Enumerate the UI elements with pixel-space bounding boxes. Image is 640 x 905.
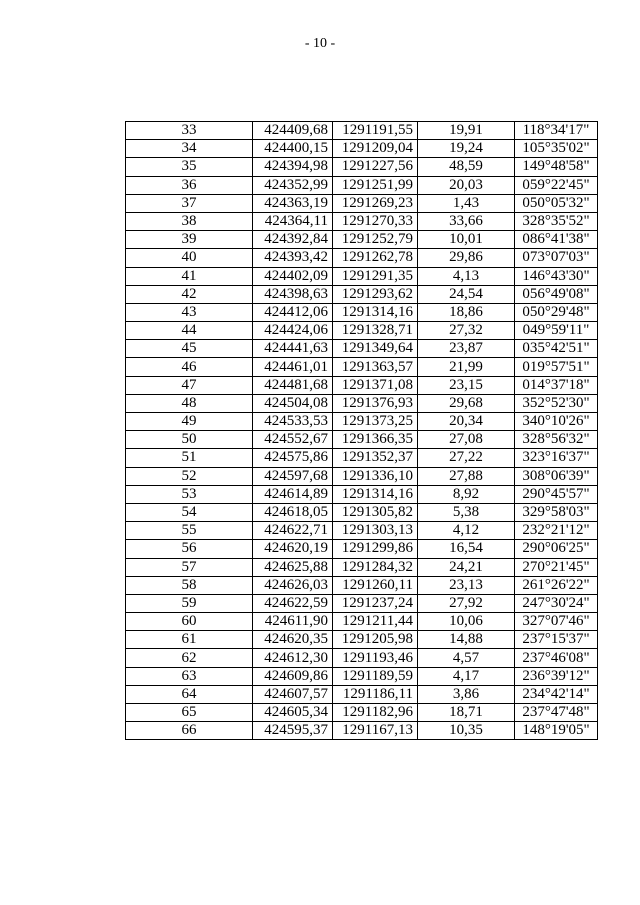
length-cell: 4,17	[418, 667, 515, 685]
x-coordinate-cell: 424352,99	[253, 176, 333, 194]
y-coordinate-cell: 1291189,59	[333, 667, 418, 685]
length-cell: 33,66	[418, 212, 515, 230]
point-number-cell: 52	[126, 467, 253, 485]
x-coordinate-cell: 424504,08	[253, 394, 333, 412]
point-number-cell: 41	[126, 267, 253, 285]
y-coordinate-cell: 1291269,23	[333, 194, 418, 212]
x-coordinate-cell: 424364,11	[253, 212, 333, 230]
x-coordinate-cell: 424481,68	[253, 376, 333, 394]
point-number-cell: 53	[126, 485, 253, 503]
point-number-cell: 58	[126, 576, 253, 594]
table-row	[126, 376, 598, 394]
point-number-cell: 54	[126, 503, 253, 521]
table-row	[126, 140, 598, 158]
point-number-cell: 51	[126, 449, 253, 467]
y-coordinate-cell: 1291314,16	[333, 485, 418, 503]
table-row	[126, 613, 598, 631]
table-row	[126, 503, 598, 521]
point-number-cell: 40	[126, 249, 253, 267]
length-cell: 18,71	[418, 704, 515, 722]
table-row	[126, 267, 598, 285]
point-number-cell: 49	[126, 413, 253, 431]
length-cell: 23,87	[418, 340, 515, 358]
y-coordinate-cell: 1291182,96	[333, 704, 418, 722]
table-row	[126, 558, 598, 576]
length-cell: 23,15	[418, 376, 515, 394]
length-cell: 10,35	[418, 722, 515, 740]
point-number-cell: 48	[126, 394, 253, 412]
length-cell: 8,92	[418, 485, 515, 503]
length-cell: 23,13	[418, 576, 515, 594]
y-coordinate-cell: 1291284,32	[333, 558, 418, 576]
direction-angle-cell: 328°56'32"	[515, 431, 598, 449]
table-row	[126, 358, 598, 376]
coordinates-table	[125, 121, 598, 740]
direction-angle-cell: 237°47'48"	[515, 704, 598, 722]
direction-angle-cell: 308°06'39"	[515, 467, 598, 485]
direction-angle-cell: 237°46'08"	[515, 649, 598, 667]
table-row	[126, 449, 598, 467]
table-row	[126, 667, 598, 685]
direction-angle-cell: 323°16'37"	[515, 449, 598, 467]
direction-angle-cell: 247°30'24"	[515, 594, 598, 612]
length-cell: 27,88	[418, 467, 515, 485]
table-row	[126, 231, 598, 249]
point-number-cell: 55	[126, 522, 253, 540]
x-coordinate-cell: 424605,34	[253, 704, 333, 722]
length-cell: 1,43	[418, 194, 515, 212]
length-cell: 10,01	[418, 231, 515, 249]
table-row	[126, 303, 598, 321]
table-row	[126, 158, 598, 176]
point-number-cell: 66	[126, 722, 253, 740]
length-cell: 4,57	[418, 649, 515, 667]
table-row	[126, 540, 598, 558]
direction-angle-cell: 049°59'11"	[515, 322, 598, 340]
length-cell: 48,59	[418, 158, 515, 176]
length-cell: 21,99	[418, 358, 515, 376]
direction-angle-cell: 105°35'02"	[515, 140, 598, 158]
direction-angle-cell: 056°49'08"	[515, 285, 598, 303]
length-cell: 27,32	[418, 322, 515, 340]
y-coordinate-cell: 1291363,57	[333, 358, 418, 376]
direction-angle-cell: 073°07'03"	[515, 249, 598, 267]
point-number-cell: 61	[126, 631, 253, 649]
direction-angle-cell: 270°21'45"	[515, 558, 598, 576]
point-number-cell: 46	[126, 358, 253, 376]
point-number-cell: 62	[126, 649, 253, 667]
x-coordinate-cell: 424392,84	[253, 231, 333, 249]
x-coordinate-cell: 424552,67	[253, 431, 333, 449]
length-cell: 16,54	[418, 540, 515, 558]
direction-angle-cell: 290°45'57"	[515, 485, 598, 503]
x-coordinate-cell: 424595,37	[253, 722, 333, 740]
length-cell: 10,06	[418, 613, 515, 631]
table-row	[126, 322, 598, 340]
direction-angle-cell: 050°29'48"	[515, 303, 598, 321]
page-number: - 10 -	[304, 36, 336, 51]
x-coordinate-cell: 424393,42	[253, 249, 333, 267]
direction-angle-cell: 050°05'32"	[515, 194, 598, 212]
table-row	[126, 176, 598, 194]
length-cell: 18,86	[418, 303, 515, 321]
coordinates-table-body	[126, 122, 598, 740]
x-coordinate-cell: 424612,30	[253, 649, 333, 667]
table-row	[126, 340, 598, 358]
point-number-cell: 37	[126, 194, 253, 212]
x-coordinate-cell: 424398,63	[253, 285, 333, 303]
table-row	[126, 631, 598, 649]
point-number-cell: 59	[126, 594, 253, 612]
length-cell: 14,88	[418, 631, 515, 649]
length-cell: 5,38	[418, 503, 515, 521]
x-coordinate-cell: 424622,59	[253, 594, 333, 612]
table-row	[126, 194, 598, 212]
y-coordinate-cell: 1291252,79	[333, 231, 418, 249]
direction-angle-cell: 146°43'30"	[515, 267, 598, 285]
table-row	[126, 249, 598, 267]
y-coordinate-cell: 1291227,56	[333, 158, 418, 176]
point-number-cell: 39	[126, 231, 253, 249]
direction-angle-cell: 059°22'45"	[515, 176, 598, 194]
direction-angle-cell: 232°21'12"	[515, 522, 598, 540]
direction-angle-cell: 352°52'30"	[515, 394, 598, 412]
x-coordinate-cell: 424400,15	[253, 140, 333, 158]
table-row	[126, 431, 598, 449]
table-row	[126, 485, 598, 503]
direction-angle-cell: 035°42'51"	[515, 340, 598, 358]
table-row	[126, 522, 598, 540]
y-coordinate-cell: 1291186,11	[333, 685, 418, 703]
y-coordinate-cell: 1291349,64	[333, 340, 418, 358]
y-coordinate-cell: 1291352,37	[333, 449, 418, 467]
y-coordinate-cell: 1291373,25	[333, 413, 418, 431]
point-number-cell: 33	[126, 122, 253, 140]
length-cell: 4,13	[418, 267, 515, 285]
table-row	[126, 413, 598, 431]
y-coordinate-cell: 1291262,78	[333, 249, 418, 267]
length-cell: 27,92	[418, 594, 515, 612]
x-coordinate-cell: 424597,68	[253, 467, 333, 485]
length-cell: 29,86	[418, 249, 515, 267]
point-number-cell: 35	[126, 158, 253, 176]
length-cell: 20,03	[418, 176, 515, 194]
length-cell: 29,68	[418, 394, 515, 412]
y-coordinate-cell: 1291299,86	[333, 540, 418, 558]
point-number-cell: 42	[126, 285, 253, 303]
x-coordinate-cell: 424607,57	[253, 685, 333, 703]
length-cell: 27,22	[418, 449, 515, 467]
table-row	[126, 576, 598, 594]
x-coordinate-cell: 424461,01	[253, 358, 333, 376]
length-cell: 19,91	[418, 122, 515, 140]
x-coordinate-cell: 424394,98	[253, 158, 333, 176]
y-coordinate-cell: 1291209,04	[333, 140, 418, 158]
point-number-cell: 43	[126, 303, 253, 321]
x-coordinate-cell: 424622,71	[253, 522, 333, 540]
y-coordinate-cell: 1291303,13	[333, 522, 418, 540]
table-row	[126, 285, 598, 303]
y-coordinate-cell: 1291237,24	[333, 594, 418, 612]
table-row	[126, 594, 598, 612]
x-coordinate-cell: 424533,53	[253, 413, 333, 431]
x-coordinate-cell: 424412,06	[253, 303, 333, 321]
length-cell: 24,54	[418, 285, 515, 303]
table-row	[126, 649, 598, 667]
direction-angle-cell: 149°48'58"	[515, 158, 598, 176]
point-number-cell: 38	[126, 212, 253, 230]
y-coordinate-cell: 1291251,99	[333, 176, 418, 194]
y-coordinate-cell: 1291366,35	[333, 431, 418, 449]
x-coordinate-cell: 424620,35	[253, 631, 333, 649]
point-number-cell: 60	[126, 613, 253, 631]
x-coordinate-cell: 424575,86	[253, 449, 333, 467]
point-number-cell: 36	[126, 176, 253, 194]
point-number-cell: 45	[126, 340, 253, 358]
x-coordinate-cell: 424618,05	[253, 503, 333, 521]
length-cell: 20,34	[418, 413, 515, 431]
y-coordinate-cell: 1291371,08	[333, 376, 418, 394]
direction-angle-cell: 328°35'52"	[515, 212, 598, 230]
y-coordinate-cell: 1291270,33	[333, 212, 418, 230]
y-coordinate-cell: 1291211,44	[333, 613, 418, 631]
x-coordinate-cell: 424620,19	[253, 540, 333, 558]
direction-angle-cell: 014°37'18"	[515, 376, 598, 394]
x-coordinate-cell: 424609,86	[253, 667, 333, 685]
length-cell: 3,86	[418, 685, 515, 703]
direction-angle-cell: 019°57'51"	[515, 358, 598, 376]
table-row	[126, 212, 598, 230]
table-row	[126, 394, 598, 412]
x-coordinate-cell: 424424,06	[253, 322, 333, 340]
x-coordinate-cell: 424611,90	[253, 613, 333, 631]
y-coordinate-cell: 1291291,35	[333, 267, 418, 285]
point-number-cell: 57	[126, 558, 253, 576]
y-coordinate-cell: 1291305,82	[333, 503, 418, 521]
direction-angle-cell: 236°39'12"	[515, 667, 598, 685]
table-row	[126, 122, 598, 140]
x-coordinate-cell: 424626,03	[253, 576, 333, 594]
x-coordinate-cell: 424614,89	[253, 485, 333, 503]
y-coordinate-cell: 1291193,46	[333, 649, 418, 667]
y-coordinate-cell: 1291260,11	[333, 576, 418, 594]
x-coordinate-cell: 424402,09	[253, 267, 333, 285]
point-number-cell: 50	[126, 431, 253, 449]
table-row	[126, 467, 598, 485]
y-coordinate-cell: 1291314,16	[333, 303, 418, 321]
table-row	[126, 704, 598, 722]
direction-angle-cell: 340°10'26"	[515, 413, 598, 431]
y-coordinate-cell: 1291336,10	[333, 467, 418, 485]
length-cell: 27,08	[418, 431, 515, 449]
direction-angle-cell: 290°06'25"	[515, 540, 598, 558]
table-row	[126, 685, 598, 703]
point-number-cell: 63	[126, 667, 253, 685]
direction-angle-cell: 086°41'38"	[515, 231, 598, 249]
point-number-cell: 64	[126, 685, 253, 703]
direction-angle-cell: 118°34'17"	[515, 122, 598, 140]
y-coordinate-cell: 1291205,98	[333, 631, 418, 649]
table-row	[126, 722, 598, 740]
y-coordinate-cell: 1291191,55	[333, 122, 418, 140]
direction-angle-cell: 234°42'14"	[515, 685, 598, 703]
length-cell: 4,12	[418, 522, 515, 540]
direction-angle-cell: 261°26'22"	[515, 576, 598, 594]
direction-angle-cell: 237°15'37"	[515, 631, 598, 649]
y-coordinate-cell: 1291376,93	[333, 394, 418, 412]
x-coordinate-cell: 424625,88	[253, 558, 333, 576]
length-cell: 19,24	[418, 140, 515, 158]
y-coordinate-cell: 1291293,62	[333, 285, 418, 303]
point-number-cell: 65	[126, 704, 253, 722]
direction-angle-cell: 327°07'46"	[515, 613, 598, 631]
point-number-cell: 44	[126, 322, 253, 340]
point-number-cell: 47	[126, 376, 253, 394]
length-cell: 24,21	[418, 558, 515, 576]
y-coordinate-cell: 1291328,71	[333, 322, 418, 340]
direction-angle-cell: 329°58'03"	[515, 503, 598, 521]
x-coordinate-cell: 424441,63	[253, 340, 333, 358]
y-coordinate-cell: 1291167,13	[333, 722, 418, 740]
direction-angle-cell: 148°19'05"	[515, 722, 598, 740]
point-number-cell: 56	[126, 540, 253, 558]
x-coordinate-cell: 424409,68	[253, 122, 333, 140]
point-number-cell: 34	[126, 140, 253, 158]
x-coordinate-cell: 424363,19	[253, 194, 333, 212]
